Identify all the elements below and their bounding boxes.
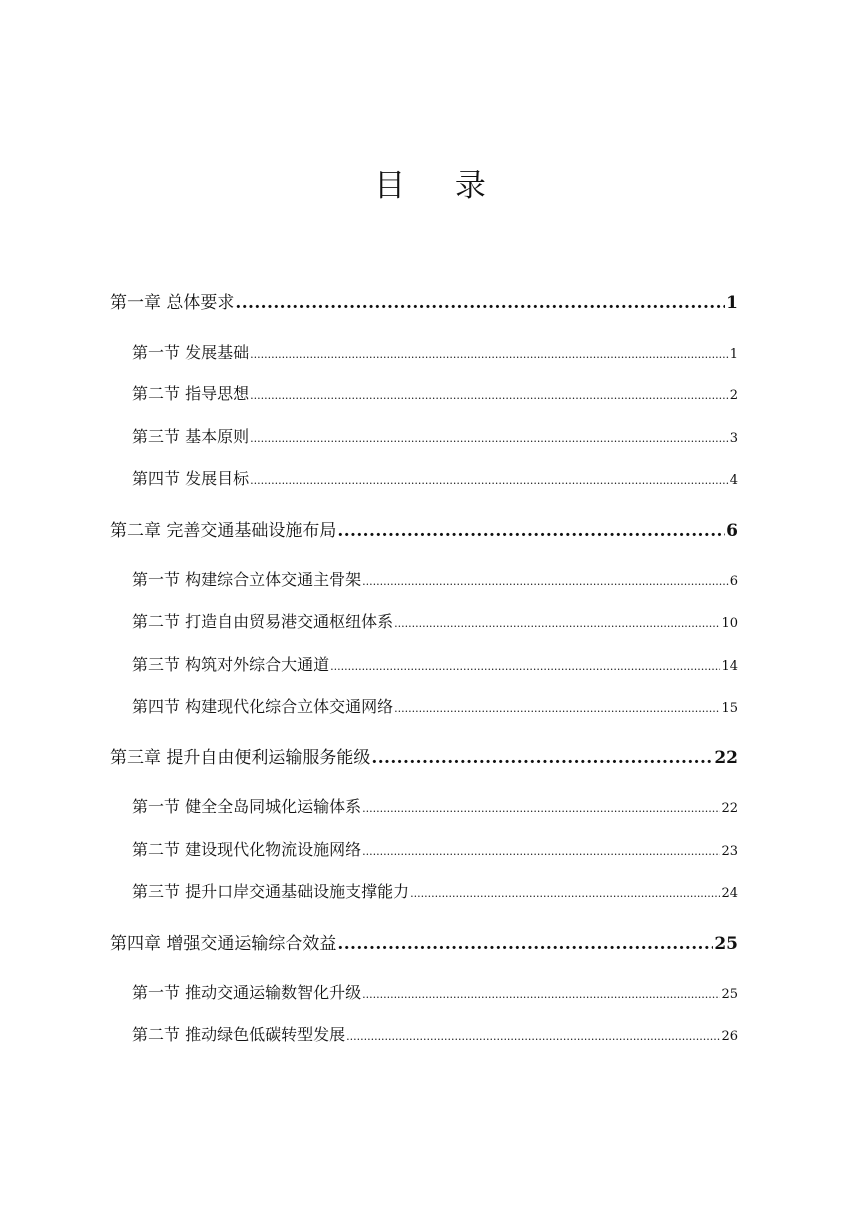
toc-leader-dots — [337, 934, 713, 954]
toc-chapter-1[interactable] — [110, 288, 738, 313]
toc-leader-dots — [362, 802, 720, 815]
toc-chapter-2[interactable] — [110, 516, 738, 541]
toc-leader-dots — [250, 474, 729, 487]
toc-section-title: 第二节 打造自由贸易港交通枢纽体系 — [132, 612, 394, 631]
toc-chapter-title: 第三章 提升自由便利运输服务能级 — [110, 748, 371, 768]
page-title: 目 录 — [374, 168, 506, 204]
toc-section-3-3[interactable] — [132, 879, 738, 902]
toc-section-3-2[interactable] — [132, 837, 738, 860]
toc-page-number: 10 — [721, 616, 738, 631]
toc-leader-dots — [394, 702, 720, 715]
toc-section-2-4[interactable] — [132, 694, 738, 717]
toc-leader-dots — [337, 521, 725, 541]
toc-page-number: 1 — [729, 347, 738, 362]
toc-section-3-1[interactable] — [132, 794, 738, 817]
toc-section-title: 第四节 发展目标 — [132, 469, 250, 488]
toc-section-title: 第二节 指导思想 — [132, 384, 250, 403]
toc-section-1-3[interactable] — [132, 424, 738, 447]
toc-section-title: 第三节 基本原则 — [132, 427, 250, 446]
toc-section-title: 第二节 建设现代化物流设施网络 — [132, 840, 362, 859]
toc-leader-dots — [235, 293, 725, 313]
toc-section-1-2[interactable] — [132, 381, 738, 404]
toc-leader-dots — [410, 887, 720, 900]
toc-section-1-4[interactable] — [132, 466, 738, 489]
toc-section-1-1[interactable] — [132, 340, 738, 363]
toc-section-2-2[interactable] — [132, 609, 738, 632]
toc-section-title: 第一节 推动交通运输数智化升级 — [132, 983, 362, 1002]
toc-leader-dots — [371, 748, 713, 768]
toc-chapter-title: 第二章 完善交通基础设施布局 — [110, 521, 337, 541]
toc-chapter-4[interactable] — [110, 929, 738, 954]
toc-section-title: 第一节 发展基础 — [132, 343, 250, 362]
toc-leader-dots — [250, 348, 729, 361]
toc-leader-dots — [250, 432, 729, 445]
toc-section-2-3[interactable] — [132, 652, 738, 675]
toc-page-number: 22 — [714, 748, 738, 768]
toc-leader-dots — [346, 1030, 720, 1043]
toc-page-number: 1 — [726, 293, 738, 313]
toc-page-number: 22 — [721, 801, 738, 816]
toc-leader-dots — [362, 845, 720, 858]
toc-section-4-1[interactable] — [132, 980, 738, 1003]
toc-page-number: 6 — [726, 521, 738, 541]
toc-leader-dots — [362, 575, 729, 588]
toc-page-number: 24 — [721, 886, 738, 901]
toc-page-number: 4 — [729, 473, 738, 488]
toc-chapter-3[interactable] — [110, 743, 738, 768]
toc-section-title: 第二节 推动绿色低碳转型发展 — [132, 1025, 346, 1044]
toc-section-title: 第一节 健全全岛同城化运输体系 — [132, 797, 362, 816]
toc-page-number: 23 — [721, 844, 738, 859]
toc-page-number: 2 — [729, 388, 738, 403]
toc-page-number: 25 — [721, 987, 738, 1002]
toc-section-title: 第三节 构筑对外综合大通道 — [132, 655, 330, 674]
toc-section-4-2[interactable] — [132, 1022, 738, 1045]
toc-page-number: 14 — [721, 659, 738, 674]
toc-leader-dots — [330, 660, 720, 673]
toc-section-title: 第一节 构建综合立体交通主骨架 — [132, 570, 362, 589]
toc-page-number: 3 — [729, 431, 738, 446]
toc-section-title: 第三节 提升口岸交通基础设施支撑能力 — [132, 882, 410, 901]
toc-page-number: 6 — [729, 574, 738, 589]
toc-chapter-title: 第四章 增强交通运输综合效益 — [110, 934, 337, 954]
toc-page-number: 26 — [721, 1029, 738, 1044]
toc-leader-dots — [250, 389, 729, 402]
toc-page-number: 25 — [714, 934, 738, 954]
toc-section-title: 第四节 构建现代化综合立体交通网络 — [132, 697, 394, 716]
toc-page-number: 15 — [721, 701, 738, 716]
toc-chapter-title: 第一章 总体要求 — [110, 293, 235, 313]
toc-leader-dots — [394, 617, 720, 630]
toc-section-2-1[interactable] — [132, 567, 738, 590]
toc-leader-dots — [362, 988, 720, 1001]
